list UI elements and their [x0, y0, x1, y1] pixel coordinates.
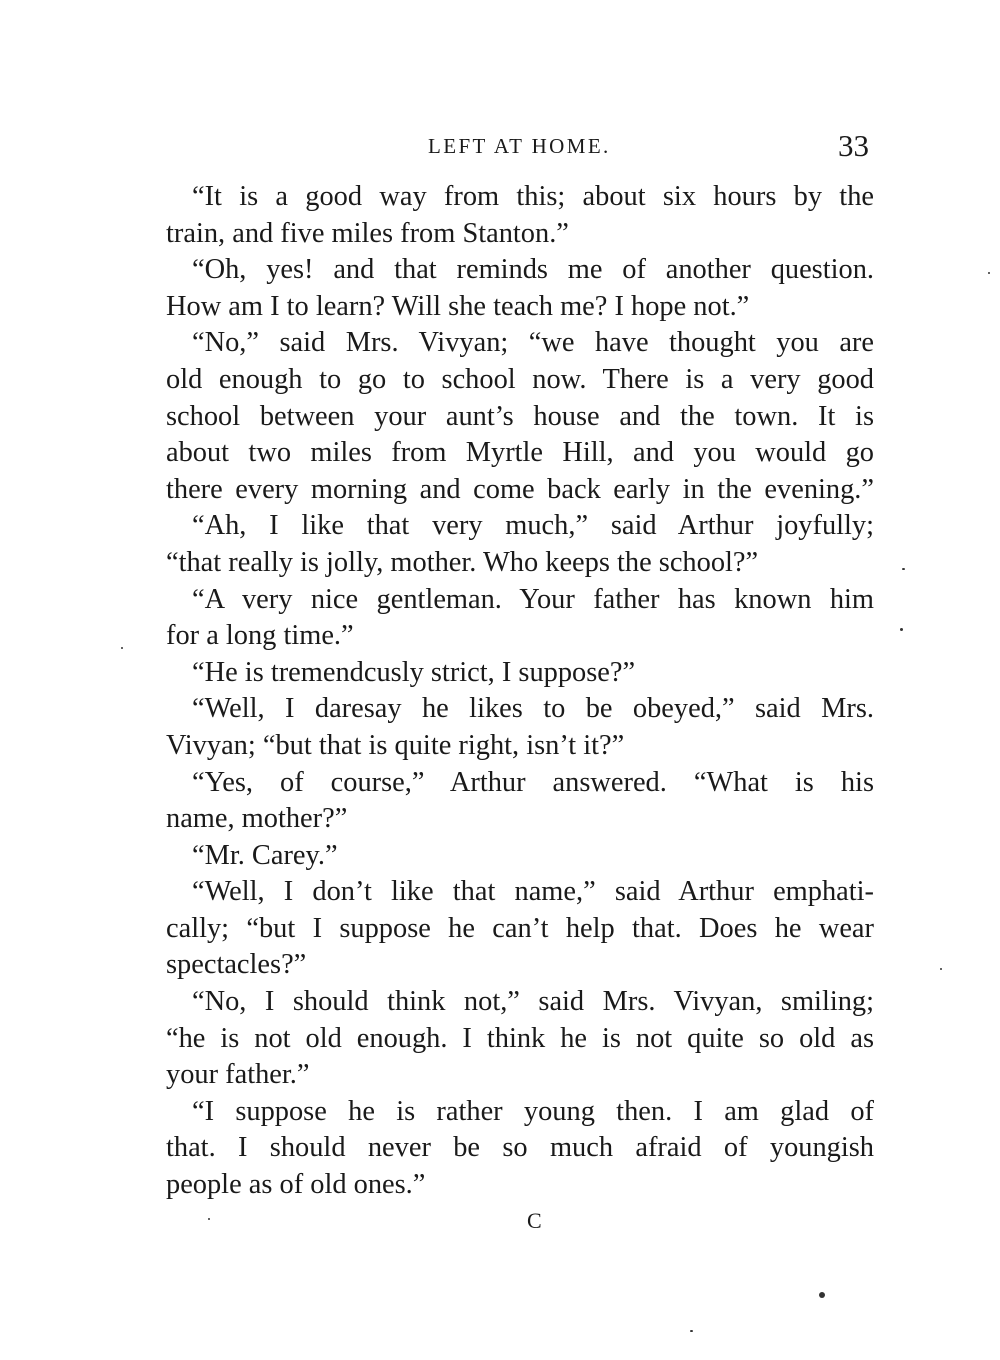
ink-speck — [940, 968, 942, 970]
text-line: cally; “but I suppose he can’t help that. Does he wear — [166, 912, 874, 944]
ink-speck — [900, 628, 903, 631]
text-line: “Oh, yes! and that reminds me of another question. — [192, 254, 874, 286]
text-line: “Well, I don’t like that name,” said Arthur emphati- — [192, 876, 874, 908]
text-line: “No, I should think not,” said Mrs. Vivyan, smiling; — [192, 986, 874, 1018]
text-line: “A very nice gentleman. Your father has known him — [192, 583, 874, 615]
text-line: Vivyan; “but that is quite right, isn’t it?” — [166, 729, 625, 761]
body-text — [166, 179, 874, 1204]
text-line: “that really is jolly, mother. Who keeps the school?” — [166, 546, 759, 578]
ink-speck — [819, 1292, 825, 1298]
ink-speck — [902, 568, 905, 570]
text-line: your father.” — [166, 1059, 310, 1091]
text-line: “Well, I daresay he likes to be obeyed,” said Mrs. — [192, 693, 874, 725]
text-line: that. I should never be so much afraid of youngish — [166, 1132, 874, 1164]
text-line: people as of old ones.” — [166, 1169, 426, 1201]
text-line: “Mr. Carey.” — [192, 839, 338, 871]
text-line: “Ah, I like that very much,” said Arthur joyfully; — [192, 510, 874, 542]
running-title: LEFT AT HOME. — [428, 134, 611, 158]
text-line: name, mother?” — [166, 803, 348, 835]
text-line: “No,” said Mrs. Vivyan; “we have thought you are — [192, 327, 874, 359]
text-line: How am I to learn? Will she teach me? I hope not.” — [166, 290, 750, 322]
text-line: “It is a good way from this; about six hours by the — [192, 181, 874, 212]
text-line: school between your aunt’s house and the town. It is — [166, 400, 874, 432]
text-line: train, and five miles from Stanton.” — [166, 217, 569, 249]
ink-speck — [988, 272, 990, 274]
text-line: “he is not old enough. I think he is not quite so old as — [166, 1022, 874, 1054]
text-line: “Yes, of course,” Arthur answered. “What is his — [192, 766, 874, 798]
text-line: there every morning and come back early in the evening.” — [166, 473, 874, 505]
running-head — [0, 128, 1000, 167]
ink-speck — [208, 1218, 210, 1220]
text-line: about two miles from Myrtle Hill, and you would go — [166, 437, 874, 469]
ink-speck — [690, 1330, 693, 1332]
text-line: “I suppose he is rather young then. I am glad of — [192, 1095, 874, 1127]
text-line: for a long time.” — [166, 620, 354, 652]
text-line: old enough to go to school now. There is a very good — [166, 363, 874, 395]
text-line: spectacles?” — [166, 949, 307, 981]
signature-mark: C — [527, 1208, 542, 1233]
text-line: “He is tremendcusly strict, I suppose?” — [192, 656, 636, 688]
ink-speck — [121, 647, 123, 649]
page-number: 33 — [838, 128, 869, 163]
